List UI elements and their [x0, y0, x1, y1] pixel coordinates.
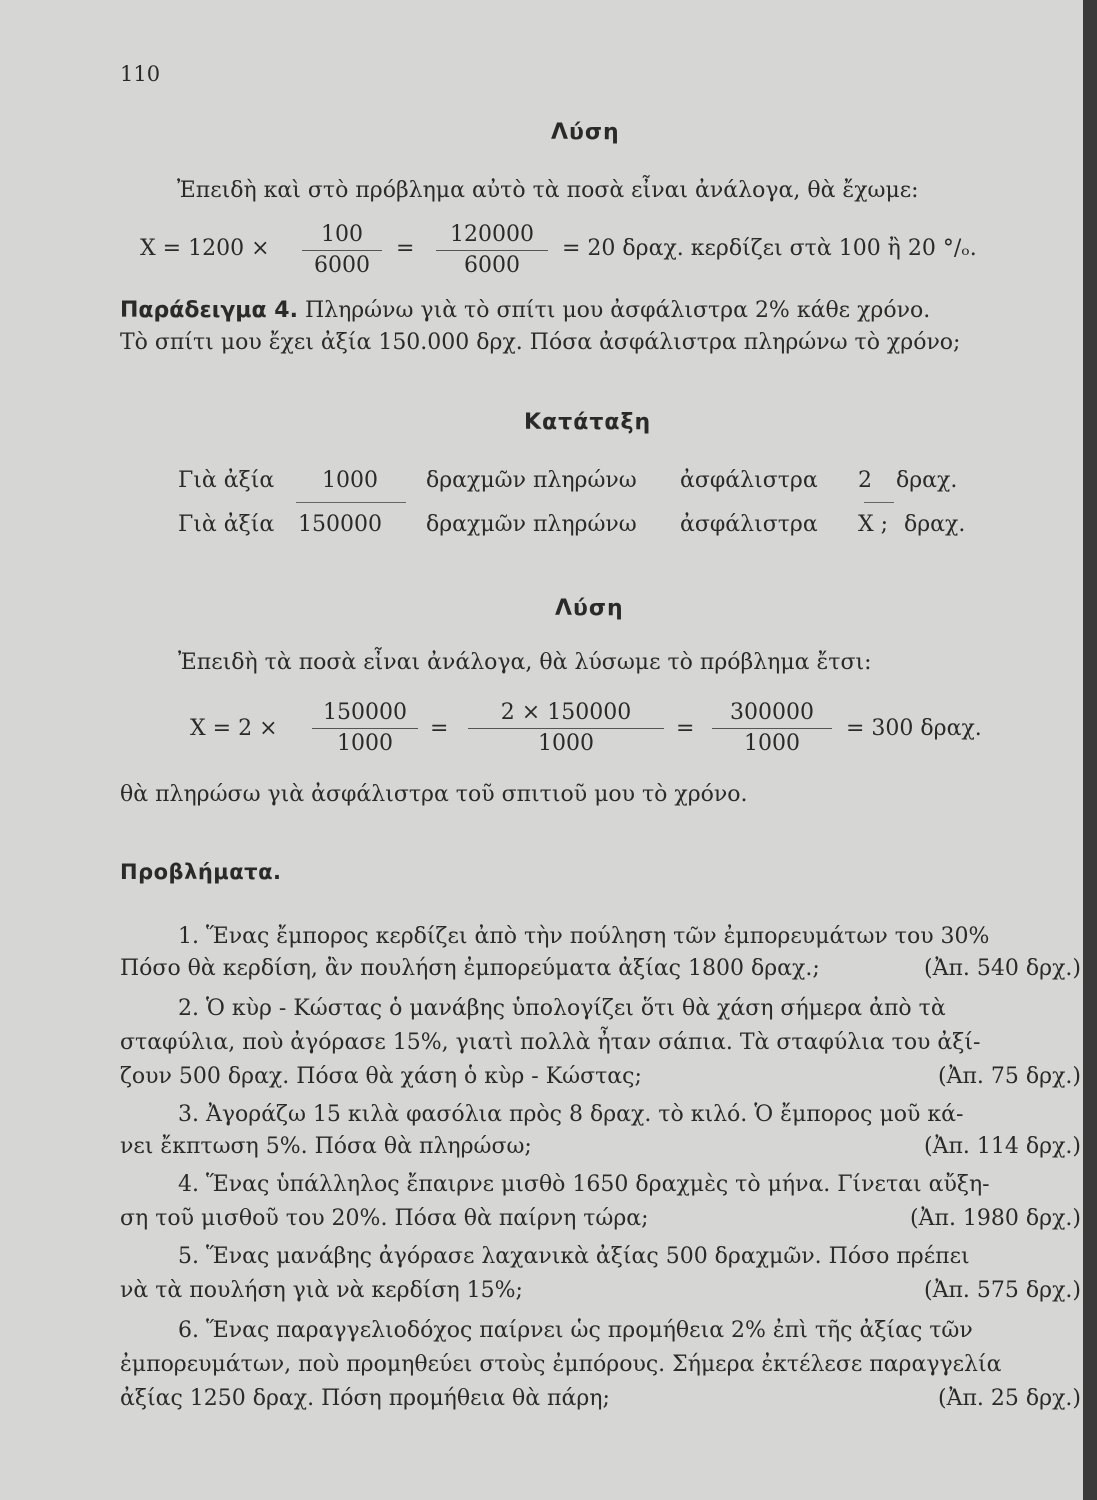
fraction-numerator: 300000 — [712, 700, 832, 729]
problems-heading: Προβλήματα. — [120, 860, 282, 884]
row1-amount: 2 — [858, 468, 872, 493]
example4-label: Παράδειγμα 4. — [120, 298, 298, 323]
problem-answer: (Ἀπ. 25 δρχ.) — [938, 1386, 1081, 1411]
row2-text: δραχμῶν πληρώνω — [426, 512, 637, 537]
solution-heading-2: Λύση — [555, 596, 624, 621]
problem-line: 5. Ἕνας μανάβης ἀγόρασε λαχανικὰ ἀξίας 500 δραχμῶν. Πόσο πρέπει — [178, 1244, 970, 1269]
fraction-denominator: 6000 — [314, 253, 370, 278]
solution1-intro: Ἐπειδὴ καὶ στὸ πρόβλημα αὐτὸ τὰ ποσὰ εἶναι ἀνάλογα, θὰ ἔχωμε: — [177, 178, 919, 203]
row2-value: 150000 — [298, 512, 382, 537]
problem-answer: (Ἀπ. 114 δρχ.) — [924, 1134, 1081, 1159]
row1-label: Γιὰ ἀξία — [178, 468, 275, 493]
solution2-eq-lhs: Χ = 2 × — [190, 716, 278, 741]
problem-line: 6. Ἕνας παραγγελιοδόχος παίρνει ὡς προμήθεια 2% ἐπὶ τῆς ἀξίας τῶν — [178, 1318, 973, 1343]
row2-unit: δραχ. — [904, 512, 966, 537]
equals-sign: = — [430, 716, 449, 741]
problem-answer: (Ἀπ. 75 δρχ.) — [938, 1064, 1081, 1089]
example4-line1 — [120, 298, 930, 323]
problem-line: ζουν 500 δραχ. Πόσα θὰ χάση ὁ κὺρ - Κώστας; — [120, 1064, 642, 1089]
page-number: 110 — [120, 62, 161, 86]
problem-answer: (Ἀπ. 540 δρχ.) — [924, 956, 1081, 981]
problem-line: 1. Ἕνας ἔμπορος κερδίζει ἀπὸ τὴν πούληση τῶν ἐμπορευμάτων του 30% — [178, 924, 990, 949]
problem-line: ση τοῦ μισθοῦ του 20%. Πόσα θὰ παίρνη τώρα; — [120, 1206, 649, 1231]
problem-line: 3. Ἀγοράζω 15 κιλὰ φασόλια πρὸς 8 δραχ. τὸ κιλό. Ὁ ἔμπορος μοῦ κά- — [178, 1102, 964, 1127]
fraction-denominator: 1000 — [744, 731, 800, 756]
row1-value: 1000 — [322, 468, 378, 493]
problem-answer: (Ἀπ. 1980 δρχ.) — [910, 1206, 1081, 1231]
example4-line2: Τὸ σπίτι μου ἔχει ἀξία 150.000 δρχ. Πόσα ἀσφάλιστρα πληρώνω τὸ χρόνο; — [120, 330, 961, 355]
fraction-denominator: 1000 — [337, 731, 393, 756]
row1-text: δραχμῶν πληρώνω — [426, 468, 637, 493]
solution2-conclusion: θὰ πληρώσω γιὰ ἀσφάλιστρα τοῦ σπιτιοῦ μου τὸ χρόνο. — [120, 782, 748, 807]
fraction-numerator: 120000 — [436, 222, 548, 251]
problem-line: 2. Ὁ κὺρ - Κώστας ὁ μανάβης ὑπολογίζει ὅτι θὰ χάση σήμερα ἀπὸ τὰ — [178, 996, 946, 1021]
fraction-denominator: 6000 — [464, 253, 520, 278]
classification-heading: Κατάταξη — [524, 410, 652, 435]
problem-line: 4. Ἕνας ὑπάλληλος ἔπαιρνε μισθὸ 1650 δραχμὲς τὸ μήνα. Γίνεται αὔξη- — [178, 1172, 990, 1197]
solution1-eq-lhs: Χ = 1200 × — [140, 236, 270, 261]
row2-insurance: ἀσφάλιστρα — [680, 512, 818, 537]
solution2-fraction-3 — [712, 700, 832, 757]
solution1-fraction-1 — [302, 222, 382, 279]
problem-answer: (Ἀπ. 575 δρχ.) — [924, 1278, 1081, 1303]
problem-line: Πόσο θὰ κερδίση, ἂν πουλήση ἐμπορεύματα ἀξίας 1800 δραχ.; — [120, 956, 820, 981]
fraction-numerator: 2 × 150000 — [468, 700, 664, 729]
fraction-numerator: 150000 — [312, 700, 418, 729]
fraction-denominator: 1000 — [538, 731, 594, 756]
equals-sign: = — [396, 236, 415, 261]
example4-text-1: Πληρώνω γιὰ τὸ σπίτι μου ἀσφάλιστρα 2% κάθε χρόνο. — [304, 298, 931, 323]
classification-divider-1 — [296, 502, 406, 503]
row1-insurance: ἀσφάλιστρα — [680, 468, 818, 493]
solution2-fraction-2 — [468, 700, 664, 757]
solution-heading-1: Λύση — [551, 120, 620, 145]
row2-amount: Χ ; — [858, 512, 889, 537]
solution2-intro: Ἐπειδὴ τὰ ποσὰ εἶναι ἀνάλογα, θὰ λύσωμε τὸ πρόβλημα ἔτσι: — [178, 650, 872, 675]
solution1-fraction-2 — [436, 222, 548, 279]
equals-sign: = — [676, 716, 695, 741]
solution2-eq-rhs: = 300 δραχ. — [846, 716, 982, 741]
problem-line: ἀξίας 1250 δραχ. Πόση προμήθεια θὰ πάρη; — [120, 1386, 610, 1411]
classification-divider-2 — [864, 502, 894, 503]
fraction-numerator: 100 — [302, 222, 382, 251]
solution1-eq-rhs: = 20 δραχ. κερδίζει στὰ 100 ἢ 20 °/ₒ. — [562, 236, 977, 261]
row1-unit: δραχ. — [896, 468, 958, 493]
problem-line: ἐμπορευμάτων, ποὺ προμηθεύει στοὺς ἐμπόρους. Σήμερα ἐκτέλεσε παραγγελία — [120, 1352, 1002, 1377]
page-edge-shadow — [1083, 0, 1097, 1500]
row2-label: Γιὰ ἀξία — [178, 512, 275, 537]
problem-line: σταφύλια, ποὺ ἀγόρασε 15%, γιατὶ πολλὰ ἦταν σάπια. Τὰ σταφύλια του ἀξί- — [120, 1030, 981, 1055]
solution2-fraction-1 — [312, 700, 418, 757]
problem-line: νὰ τὰ πουλήση γιὰ νὰ κερδίση 15%; — [120, 1278, 523, 1303]
problem-line: νει ἔκπτωση 5%. Πόσα θὰ πληρώσω; — [120, 1134, 532, 1159]
